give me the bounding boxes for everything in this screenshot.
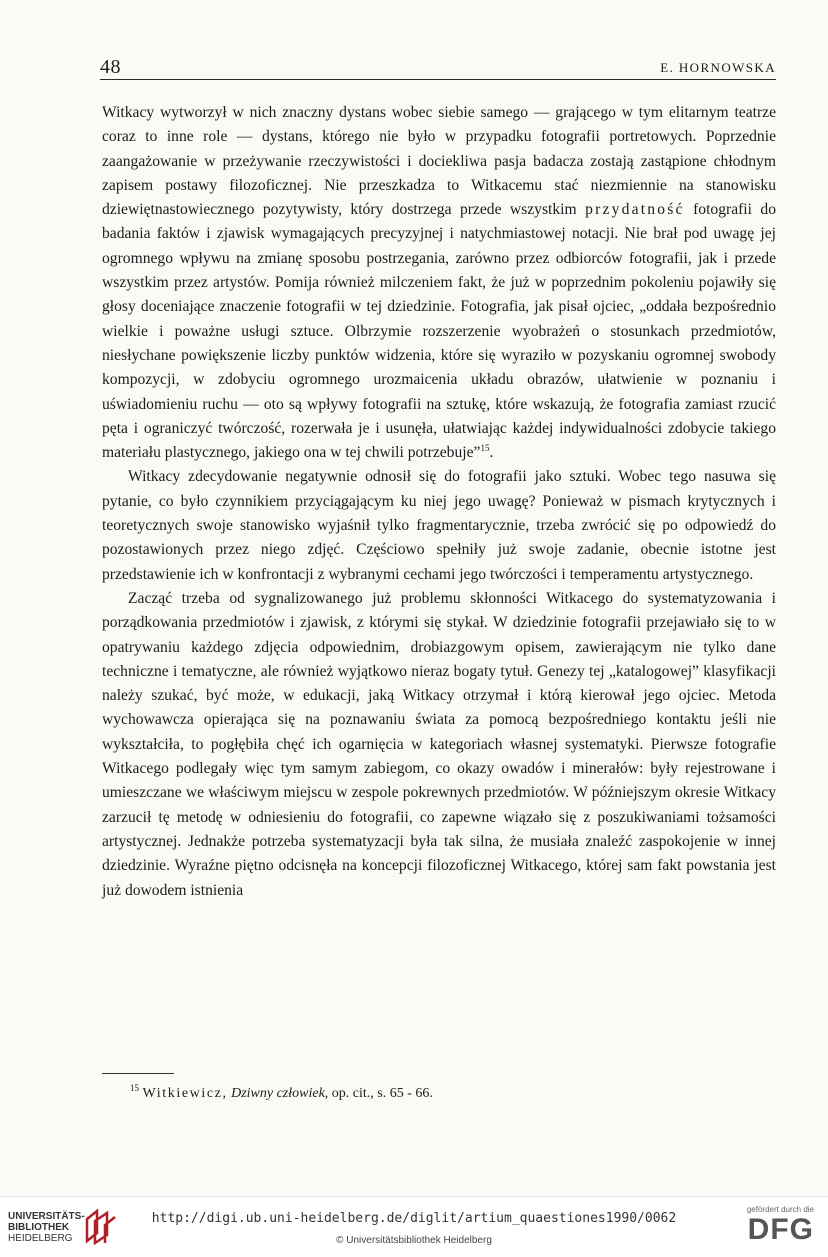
sponsor-logo — [747, 1205, 814, 1246]
viewer-footer — [0, 1196, 828, 1257]
sponsor-name: DFG — [747, 1213, 814, 1246]
permalink-url[interactable]: http://digi.ub.uni-heidelberg.de/diglit/artium_quaestiones1990/0062 — [151, 1211, 677, 1226]
library-name-line-2: BIBLIOTHEK — [8, 1222, 70, 1233]
footnote-citation: , op. cit., s. 65 - 66. — [324, 1086, 433, 1101]
footnote-reference[interactable]: 15 — [480, 443, 490, 454]
page-header — [100, 56, 776, 82]
paragraph-1 — [102, 101, 776, 465]
copyright-notice: © Universitätsbibliothek Heidelberg — [336, 1235, 492, 1246]
footnote-title: Dziwny człowiek — [231, 1086, 325, 1101]
body-text — [102, 101, 776, 903]
library-name-line-3: HEIDELBERG — [8, 1233, 73, 1244]
paragraph-3: Zacząć trzeba od sygnalizowanego już problemu skłonności Witkacego do systematyzowania i porządkowania przedmiotów i zjawisk, z którymi się stykał. W dziedzinie fotografii przejawiało się to w opatrywaniu każdego zdjęcia odpowiednim, drobiazgowym opisem, zawierającym nie tylko dane techniczne i tematyczne, ale również wyjątkowo nieraz bogaty tytuł. Genezy tej „katalogowej” klasyfikacji należy szukać, być może, w edukacji, jaką Witkacy otrzymał i którą kierował jego ojciec. Metoda wychowawcza opierająca się na poznawaniu świata za pomocą bezpośredniego kontaktu jeśli nie wykształciła, to pogłębiła chęć ich ogarnięcia w kategoriach własnej systematyki. Pierwsze fotografie Witkacego podlegały więc tym samym zabiegom, co okazy owadów i minerałów: były rejestrowane i umieszczane we właściwym miejscu w zespole pokrewnych przedmiotów. W późniejszym okresie Witkacy zarzucił tę metodę w odniesieniu do fotografii, co zapewne wiązało się z poszukiwaniami tożsamości artystycznej. Jednakże potrzeba systematyzacji była tak silna, że musiała znaleźć zaspokojenie w innej dziedzinie. Wyraźne piętno odcisnęła na koncepcji filozoficznej Witkacego, której sam fakt powstania jest już dowodem istnienia — [102, 589, 776, 899]
header-rule — [100, 79, 776, 80]
library-name-line-1: UNIVERSITÄTS- — [8, 1211, 85, 1222]
page-number: 48 — [100, 56, 121, 78]
footnote-number: 15 — [130, 1083, 139, 1093]
paragraph-1-end: . — [489, 444, 494, 462]
footnote-rule — [102, 1073, 174, 1074]
footnote — [130, 1083, 433, 1102]
paragraph-2: Witkacy zdecydowanie negatywnie odnosił się do fotografii jako sztuki. Wobec tego nasuwa się pytanie, co było czynnikiem przyciągającym ku niej jego uwagę? Ponieważ w pismach krytycznych i teoretycznych swoje stanowisko wyjaśnił tylko fragmentarycznie, trzeba zwrócić się po odpowiedź do pozostawionych przez niego zdjęć. Częściowo spełniły już swoje zadanie, obecnie istotne jest przedstawienie ich w konfrontacji z wybranymi cechami jego twórczości i temperamentu artystycznego. — [102, 468, 776, 583]
sponsor-caption: gefördert durch die — [746, 1205, 814, 1214]
footnote-author: Witkiewicz, — [142, 1086, 228, 1101]
emphasized-word: przydatność — [585, 201, 685, 219]
paragraph-1-text-a: Witkacy wytworzył w nich znaczny dystans wobec siebie samego — grającego w tym elitarnym teatrze coraz to inne role — dystans, którego nie było w przypadku fotografii portretowych. Poprzednie zaangażowanie w przeżywanie rzeczywistości i dociekliwa pasja badacza zostają zastąpione chłodnym zapisem postawy filozoficznej. Nie przeszkadza to Witkacemu stać niezmiennie na stanowisku dziewiętnastowiecznego pozytywisty, który dostrzega przede wszystkim — [102, 104, 776, 219]
paragraph-1-text-b: fotografii do badania faktów i zjawisk wymagających precyzyjnej i natychmiastowej notacji. Nie brał pod uwagę jej ogromnego wpływu na zmianę sposobu postrzegania, zarówno przez odbiorców fotografii, jak i przede wszystkim przez artystów. Pomija również milczeniem fakt, że już w poprzednim pokoleniu pojawiły się głosy doceniające znaczenie fotografii w tej dziedzinie. Fotografia, jak pisał ojciec, „oddała bezpośrednio wielkie i poważne usługi sztuce. Olbrzymie rozszerzenie wyobrażeń o stosunkach przedmiotów, niesłychane powiększenie liczby punktów widzenia, które się wyraziło w pozyskaniu ogromnej swobody kompozycji, w zdobyciu ogromnego urozmaicenia układu obrazów, ułatwienie w poznaniu i uświadomieniu ruchu — oto są wpływy fotografii na sztukę, które wskazują, że fotografia zamiast rzucić pęta i ograniczyć twórczość, rozerwała je i usunęła, ułatwiając każdej indywidualności zdobycie takiego materiału plastycznego, jakiego ona w tej chwili potrzebuje” — [102, 201, 777, 462]
running-head: E. HORNOWSKA — [660, 60, 776, 75]
